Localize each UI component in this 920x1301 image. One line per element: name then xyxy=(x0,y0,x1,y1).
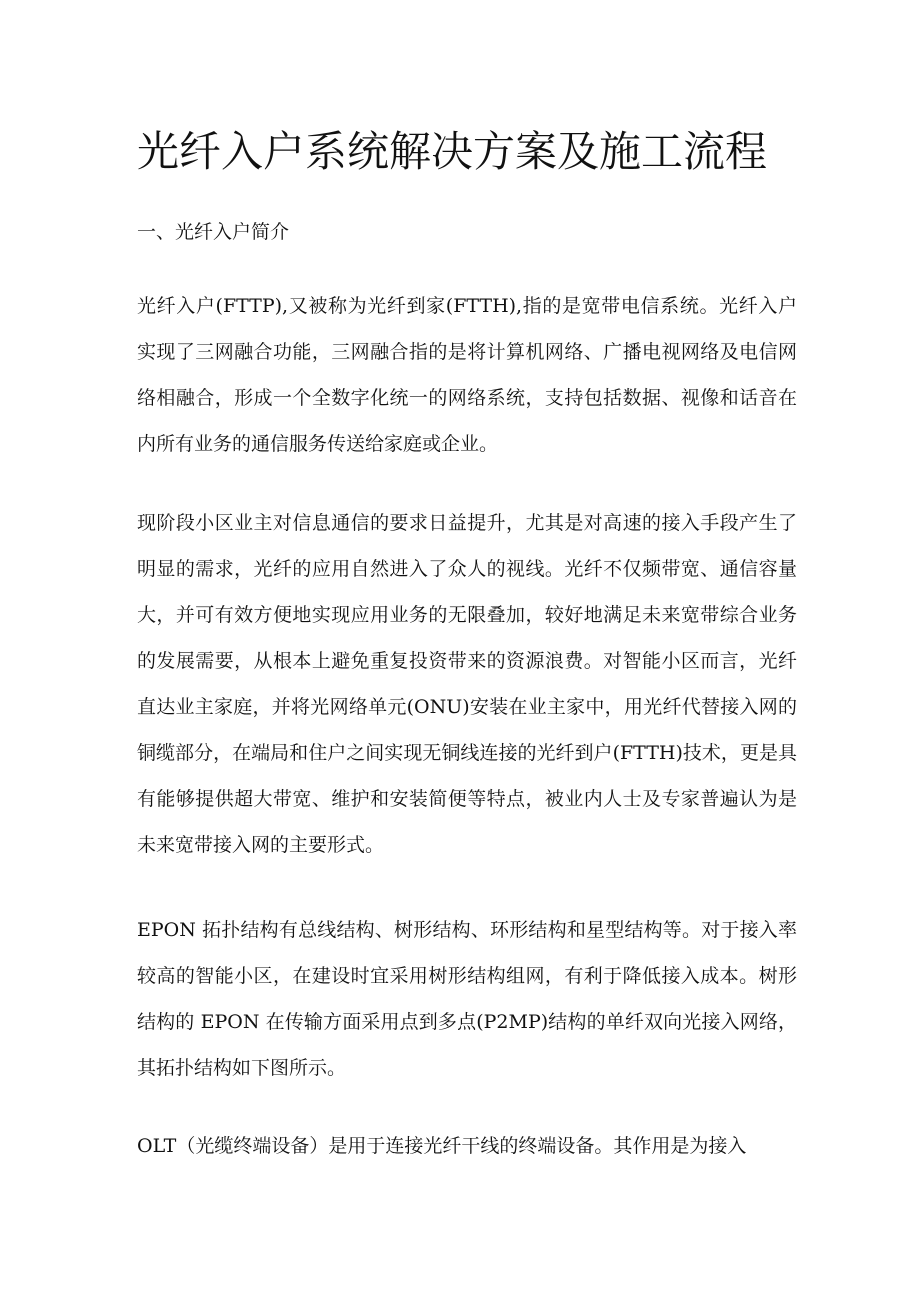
paragraph-ftth-intro: 光纤入户(FTTP),又被称为光纤到家(FTTH),指的是宽带电信系统。光纤入户实现了三网融合功能，三网融合指的是将计算机网络、广播电视网络及电信网络相融合，形成一个全数字化统一的网络系统，支持包括数据、视像和话音在内所有业务的通信服务传送给家庭或企业。 xyxy=(137,295,797,455)
paragraph-optical-demand: 现阶段小区业主对信息通信的要求日益提升，尤其是对高速的接入手段产生了明显的需求，光纤的应用自然进入了众人的视线。光纤不仅频带宽、通信容量大，并可有效方便地实现应用业务的无限叠加，较好地满足未来宽带综合业务的发展需要，从根本上避免重复投资带来的资源浪费。对智能小区而言，光纤直达业主家庭，并将光网络单元(ONU)安装在业主家中，用光纤代替接入网的铜缆部分，在端局和住户之间实现无铜线连接的光纤到户(FTTH)技术，更是具有能够提供超大带宽、维护和安装简便等特点，被业内人士及专家普遍认为是未来宽带接入网的主要形式。 xyxy=(137,512,797,856)
document-title: 光纤入户系统解决方案及施工流程 xyxy=(137,127,768,176)
paragraph-epon-topology: EPON 拓扑结构有总线结构、树形结构、环形结构和星型结构等。对于接入率较高的智能小区，在建设时宜采用树形结构组网，有利于降低接入成本。树形结构的 EPON 在传输方面采用点到多点(P2MP)结构的单纤双向光接入网络，其拓扑结构如下图所示。 xyxy=(137,919,797,1079)
section-heading: 一、光纤入户简介 xyxy=(137,221,290,243)
paragraph-olt: OLT（光缆终端设备）是用于连接光纤干线的终端设备。其作用是为接入 xyxy=(137,1135,747,1157)
